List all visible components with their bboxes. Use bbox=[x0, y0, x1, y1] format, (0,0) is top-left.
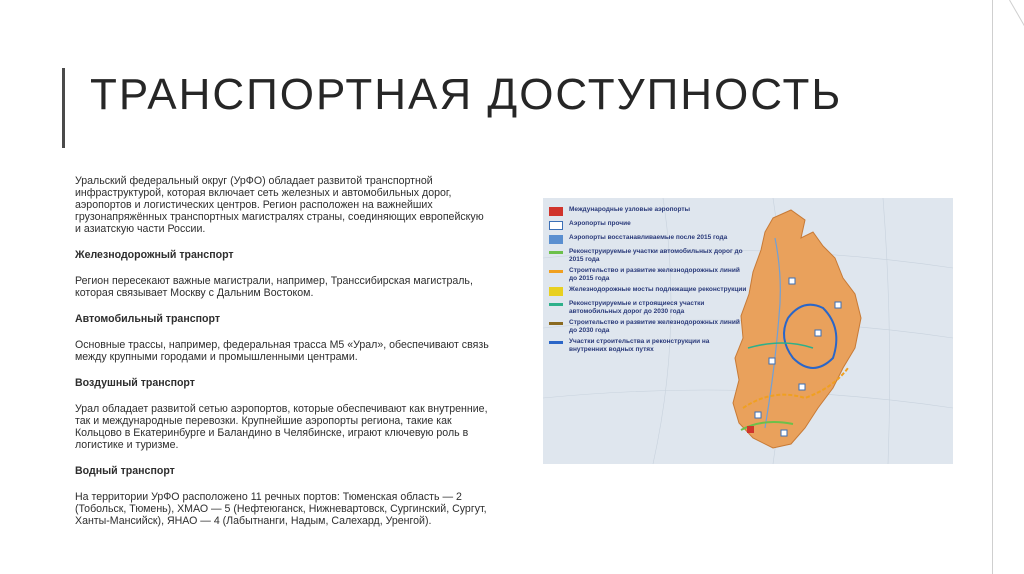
legend-label: Железнодорожные мосты подлежащие реконструкции bbox=[569, 286, 747, 293]
legend-label: Аэропорты восстанавливаемые после 2015 года bbox=[569, 234, 728, 241]
transport-map bbox=[543, 198, 953, 464]
legend-item bbox=[549, 286, 749, 296]
international-airport-icon bbox=[549, 207, 563, 216]
body-text bbox=[75, 175, 490, 541]
legend-item bbox=[549, 267, 749, 282]
legend-label: Международные узловые аэропорты bbox=[569, 206, 691, 213]
legend-item bbox=[549, 220, 749, 230]
airport-marker bbox=[835, 302, 841, 308]
legend-item bbox=[549, 248, 749, 263]
legend-label: Строительство и развитие железнодорожных линий до 2015 года bbox=[569, 267, 740, 282]
road-2030-icon bbox=[549, 303, 563, 306]
legend-item bbox=[549, 300, 749, 315]
decorative-line-side bbox=[992, 0, 993, 574]
page-title: ТРАНСПОРТНАЯ ДОСТУПНОСТЬ bbox=[90, 70, 843, 119]
section-text-water: На территории УрФО расположено 11 речных портов: Тюменская область — 2 (Тобольск, Тюмень), ХМАО — 5 (Нефтеюганск, Нижневартовск, Сургинский, Сургут, Ханты-Мансийск), ЯНАО — 4 (Лабытнанги, Надым, Салехард, Уренгой). bbox=[75, 491, 487, 527]
section-heading-road: Автомобильный транспорт bbox=[75, 313, 221, 325]
section-heading-rail: Железнодорожный транспорт bbox=[75, 249, 234, 261]
section-text-air: Урал обладает развитой сетью аэропортов, которые обеспечивают как внутренние, так и международные перевозки. Крупнейшие аэропорты региона, такие как Кольцово в Екатеринбурге и Баландино в Челябинске, играют ключевую роль в логистике и туризме. bbox=[75, 403, 488, 451]
legend-label: Реконструируемые и строящиеся участки автомобильных дорог до 2030 года bbox=[569, 300, 705, 315]
legend-label: Реконструируемые участки автомобильных дорог до 2015 года bbox=[569, 248, 743, 263]
legend-item bbox=[549, 338, 749, 353]
intro-paragraph: Уральский федеральный округ (УрФО) обладает развитой транспортной инфраструктурой, которая включает сеть железных и автомобильных дорог, аэропортов и логистических центров. Регион расположен на важнейших грузонапряжённых транспортных магистралях страны, соединяющих европейскую и азиатскую части России. bbox=[75, 175, 484, 235]
section-heading-air: Воздушный транспорт bbox=[75, 377, 195, 389]
airport-marker bbox=[789, 278, 795, 284]
legend-label: Строительство и развитие железнодорожных линий до 2030 года bbox=[569, 319, 740, 334]
legend-item bbox=[549, 206, 749, 216]
airport-marker bbox=[815, 330, 821, 336]
section-text-road: Основные трассы, например, федеральная трасса М5 «Урал», обеспечивают связь между крупными городами и промышленными центрами. bbox=[75, 339, 489, 363]
road-reconstruction-icon bbox=[549, 251, 563, 254]
legend-label: Участки строительства и реконструкции на внутренних водных путях bbox=[569, 338, 710, 353]
railway-construction-icon bbox=[549, 270, 563, 273]
intl-airport-marker bbox=[747, 426, 754, 433]
airport-icon bbox=[549, 221, 563, 230]
urfo-region-shape bbox=[733, 210, 861, 448]
section-heading-water: Водный транспорт bbox=[75, 465, 175, 477]
title-accent-bar bbox=[62, 68, 65, 148]
airport-marker bbox=[755, 412, 761, 418]
section-text-rail: Регион пересекают важные магистрали, например, Транссибирская магистраль, которая связывает Москву с Дальним Востоком. bbox=[75, 275, 473, 299]
airport-marker bbox=[781, 430, 787, 436]
restored-airport-icon bbox=[549, 235, 563, 244]
waterway-icon bbox=[549, 341, 563, 344]
airport-marker bbox=[799, 384, 805, 390]
airport-marker bbox=[769, 358, 775, 364]
map-legend bbox=[549, 206, 749, 357]
railway-2030-icon bbox=[549, 322, 563, 325]
legend-item bbox=[549, 234, 749, 244]
railway-bridge-icon bbox=[549, 287, 563, 296]
legend-item bbox=[549, 319, 749, 334]
legend-label: Аэропорты прочие bbox=[569, 220, 631, 227]
decorative-line-top bbox=[1009, 0, 1024, 52]
